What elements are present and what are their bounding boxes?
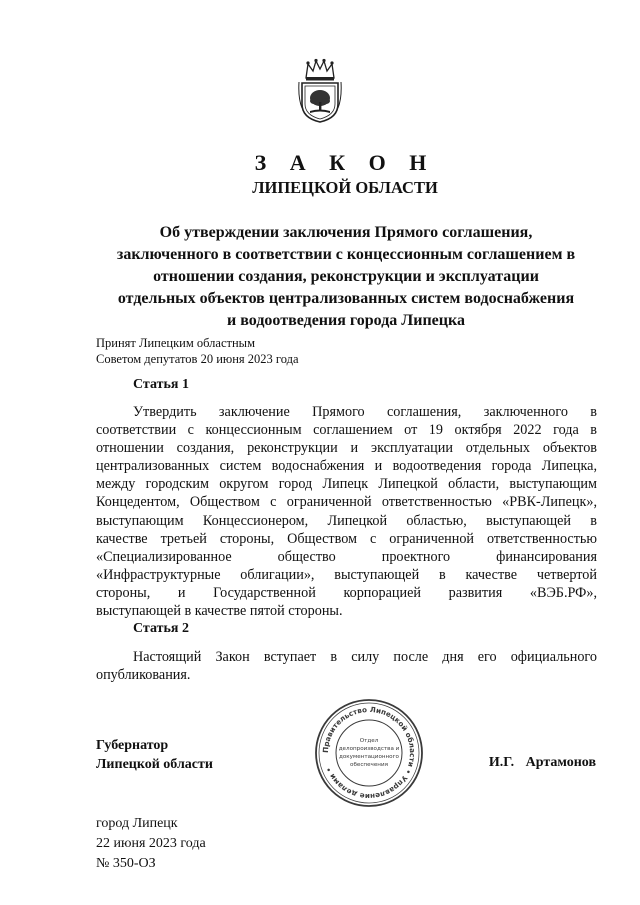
article-1-line: выступающим Концессионером, Липецкой областью, выступающей в	[96, 512, 597, 529]
adoption-note	[96, 335, 299, 367]
lipetsk-coat-of-arms-icon	[298, 58, 342, 124]
footer-law-number: № 350-ОЗ	[96, 856, 156, 871]
subject-line: Об утверждении заключения Прямого соглашения,	[159, 224, 533, 241]
seal-inner-line: обеспечения	[350, 762, 388, 768]
article-2-line: опубликования.	[96, 667, 191, 684]
article-1-line: отношении создания, реконструкции и эксплуатации отдельных объектов	[96, 440, 597, 457]
document-footer	[96, 814, 206, 874]
footer-date: 22 июня 2023 года	[96, 836, 206, 851]
article-1-line: качестве третьей стороны, Обществом с ограниченной ответственностью	[96, 530, 597, 547]
seal-inner-line: делопроизводства и	[338, 746, 400, 752]
law-title: З А К О Н	[254, 150, 436, 175]
governor-name: И.Г. Артамонов	[488, 755, 596, 770]
governor-title-line: Губернатор	[96, 738, 169, 753]
law-subject-title	[92, 222, 600, 332]
article-1-text	[96, 403, 597, 620]
article-1-line: соответствии с концессионным соглашением от 19 октября 2022 года в	[96, 422, 597, 439]
article-1-line: «Специализированное общество проектного финансирования	[96, 548, 597, 565]
governor-title	[96, 736, 213, 774]
article-2-line: Настоящий Закон вступает в силу после дня его официального	[133, 649, 597, 665]
article-1-line: между городским округом город Липецк Липецкой области, выступающим	[96, 476, 597, 493]
footer-city: город Липецк	[96, 816, 178, 831]
article-1-line: стороны, и Государственной корпорацией развития «ВЭБ.РФ»,	[96, 584, 597, 601]
subject-line: и водоотведения города Липецка	[227, 312, 465, 329]
official-seal-stamp	[313, 697, 425, 809]
adoption-line: Принят Липецким областным	[96, 336, 255, 350]
article-1-heading: Статья 1	[133, 377, 189, 392]
seal-inner-line: документационного	[339, 754, 399, 760]
article-1-line: централизованных систем водоснабжения и водоотведения города Липецка,	[96, 458, 597, 475]
adoption-line: Советом депутатов 20 июня 2023 года	[96, 352, 299, 366]
svg-text:Правительство Липецкой области	[321, 705, 417, 801]
subject-line: отношении создания, реконструкции и эксплуатации	[153, 268, 539, 285]
region-title: ЛИПЕЦКОЙ ОБЛАСТИ	[252, 178, 438, 197]
subject-line: заключенного в соответствии с концессионным соглашением в	[116, 246, 576, 263]
article-1-line: выступающей в качестве пятой стороны.	[96, 603, 343, 620]
seal-inner-line: Отдел	[359, 738, 379, 744]
article-2-text	[96, 648, 597, 684]
article-1-line: Концедентом, Обществом с ограниченной ответственностью «РВК-Липецк»,	[96, 494, 597, 511]
subject-line: отдельных объектов централизованных систем водоснабжения	[117, 290, 575, 307]
governor-title-line: Липецкой области	[96, 757, 213, 772]
seal-outer-text: Правительство Липецкой области • Управление делами •	[320, 704, 418, 802]
article-1-line: «Инфраструктурные облигации», выступающей в качестве четвертой	[96, 566, 597, 583]
article-1-line: Утвердить заключение Прямого соглашения, заключенного в	[133, 404, 597, 420]
article-2-heading: Статья 2	[133, 621, 189, 636]
